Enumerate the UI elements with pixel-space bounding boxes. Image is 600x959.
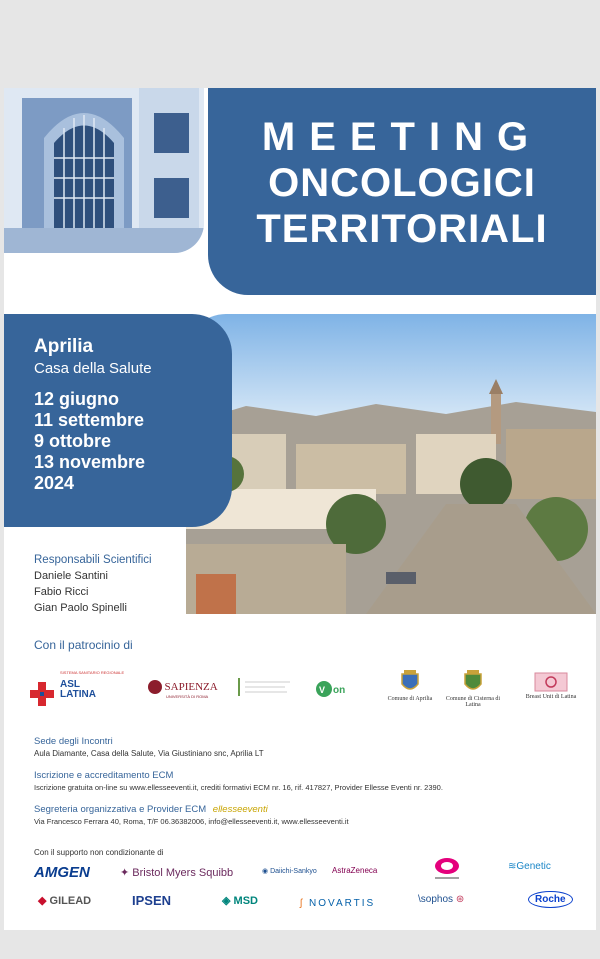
venue-text: Aula Diamante, Casa della Salute, Via Giustiniano snc, Aprilia LT bbox=[34, 749, 264, 758]
title-banner bbox=[208, 88, 596, 295]
registration-text: Iscrizione gratuita on-line su www.ellesseeventi.it, crediti formativi ECM nr. 16, rif. 417827, Provider Ellesse Eventi nr. 2390. bbox=[34, 783, 443, 792]
svg-text:on: on bbox=[333, 685, 346, 696]
building-illustration bbox=[4, 88, 204, 253]
event-venue: Casa della Salute bbox=[34, 360, 152, 377]
novartis-flame-icon: ʃ bbox=[300, 898, 305, 909]
genetic-icon: ≋ bbox=[508, 861, 517, 872]
cisterna-crest-icon bbox=[463, 670, 483, 694]
director-name: Fabio Ricci bbox=[34, 586, 89, 598]
scientific-directors-heading: Responsabili Scientifici bbox=[34, 554, 152, 566]
svg-text:V: V bbox=[319, 685, 326, 695]
daiichi-sankyo-logo: ◉ Daiichi-Sankyo bbox=[262, 868, 317, 875]
venue-section bbox=[34, 736, 264, 760]
patronage-logos: SISTEMA SANITARIO REGIONALE ASL LATINA SAPIENZA UNIVERSITÀ DI ROMA V on Comune di Aprilia Comune di Cisterna di Latina Breast Unit di Latina bbox=[30, 670, 590, 720]
msd-icon: ◈ bbox=[222, 895, 231, 907]
astrazeneca-logo: AstraZeneca bbox=[332, 866, 378, 875]
comune-cisterna-logo: Comune di Cisterna di Latina bbox=[442, 670, 504, 708]
title-line-1: MEETING bbox=[261, 115, 543, 159]
registration-heading: Iscrizione e accreditamento ECM bbox=[34, 770, 174, 781]
breast-unit-logo: Breast Unit di Latina bbox=[518, 672, 584, 700]
roche-logo: Roche bbox=[528, 891, 573, 908]
novartis-logo: ʃ NOVARTIS bbox=[300, 898, 376, 909]
aprilia-crest-icon bbox=[400, 670, 420, 694]
director-name: Gian Paolo Spinelli bbox=[34, 602, 127, 614]
secretariat-text: Via Francesco Ferrara 40, Roma, T/F 06.36382006, info@ellesseeventi.it, www.ellesseeventi.it bbox=[34, 817, 349, 826]
event-date: 11 settembre bbox=[34, 410, 145, 430]
event-date: 13 novembre bbox=[34, 452, 146, 472]
event-city: Aprilia bbox=[34, 336, 94, 357]
von-logo bbox=[315, 680, 365, 700]
event-date: 9 ottobre bbox=[34, 431, 112, 451]
director-name: Daniele Santini bbox=[34, 570, 108, 582]
ellesse-logo: ellesseeventi bbox=[212, 804, 268, 815]
daiichi-icon: ◉ bbox=[262, 868, 269, 875]
sophos-badge-icon: ⊛ bbox=[455, 894, 465, 905]
sophos-icon: \ bbox=[418, 894, 421, 905]
comune-aprilia-logo: Comune di Aprilia bbox=[382, 670, 438, 702]
title-line-2: ONCOLOGICI bbox=[268, 161, 536, 205]
ipsen-logo: IPSEN bbox=[132, 893, 172, 908]
title-line-3: TERRITORIALI bbox=[256, 207, 548, 251]
genetic-logo: ≋Genetic bbox=[508, 861, 551, 872]
ordine-medici-logo bbox=[235, 676, 295, 698]
event-year: 2024 bbox=[34, 473, 75, 493]
poster bbox=[4, 88, 596, 930]
event-date: 12 giugno bbox=[34, 389, 119, 409]
scientific-directors bbox=[34, 552, 152, 616]
event-info-panel bbox=[4, 314, 232, 527]
breast-unit-icon bbox=[534, 672, 568, 692]
gilead-logo: ◆ GILEAD bbox=[38, 895, 92, 907]
patronage-heading: Con il patrocinio di bbox=[34, 638, 133, 652]
pink-sponsor-logo bbox=[432, 856, 462, 883]
sophos-logo: \sophos ⊛ bbox=[418, 894, 465, 905]
venue-heading: Sede degli Incontri bbox=[34, 736, 113, 747]
secretariat-section bbox=[34, 804, 349, 828]
secretariat-heading: Segreteria organizzativa e Provider ECM ellesseeventi bbox=[34, 804, 268, 815]
bms-logo: ✦ Bristol Myers Squibb bbox=[120, 867, 234, 879]
town-photo bbox=[186, 314, 596, 614]
event-dates bbox=[34, 389, 232, 494]
sapienza-logo: SAPIENZA UNIVERSITÀ DI ROMA bbox=[148, 680, 218, 699]
amgen-logo: AMGEN bbox=[34, 864, 90, 881]
sponsors-heading: Con il supporto non condizionante di bbox=[34, 848, 164, 857]
red-cross-icon bbox=[30, 682, 54, 706]
pink-badge-icon bbox=[432, 856, 462, 880]
gilead-icon: ◆ bbox=[38, 895, 47, 907]
msd-logo: ◈ MSD bbox=[222, 895, 258, 907]
registration-section bbox=[34, 770, 443, 794]
sapienza-seal-icon bbox=[148, 680, 162, 694]
bms-star-icon: ✦ bbox=[120, 867, 130, 879]
